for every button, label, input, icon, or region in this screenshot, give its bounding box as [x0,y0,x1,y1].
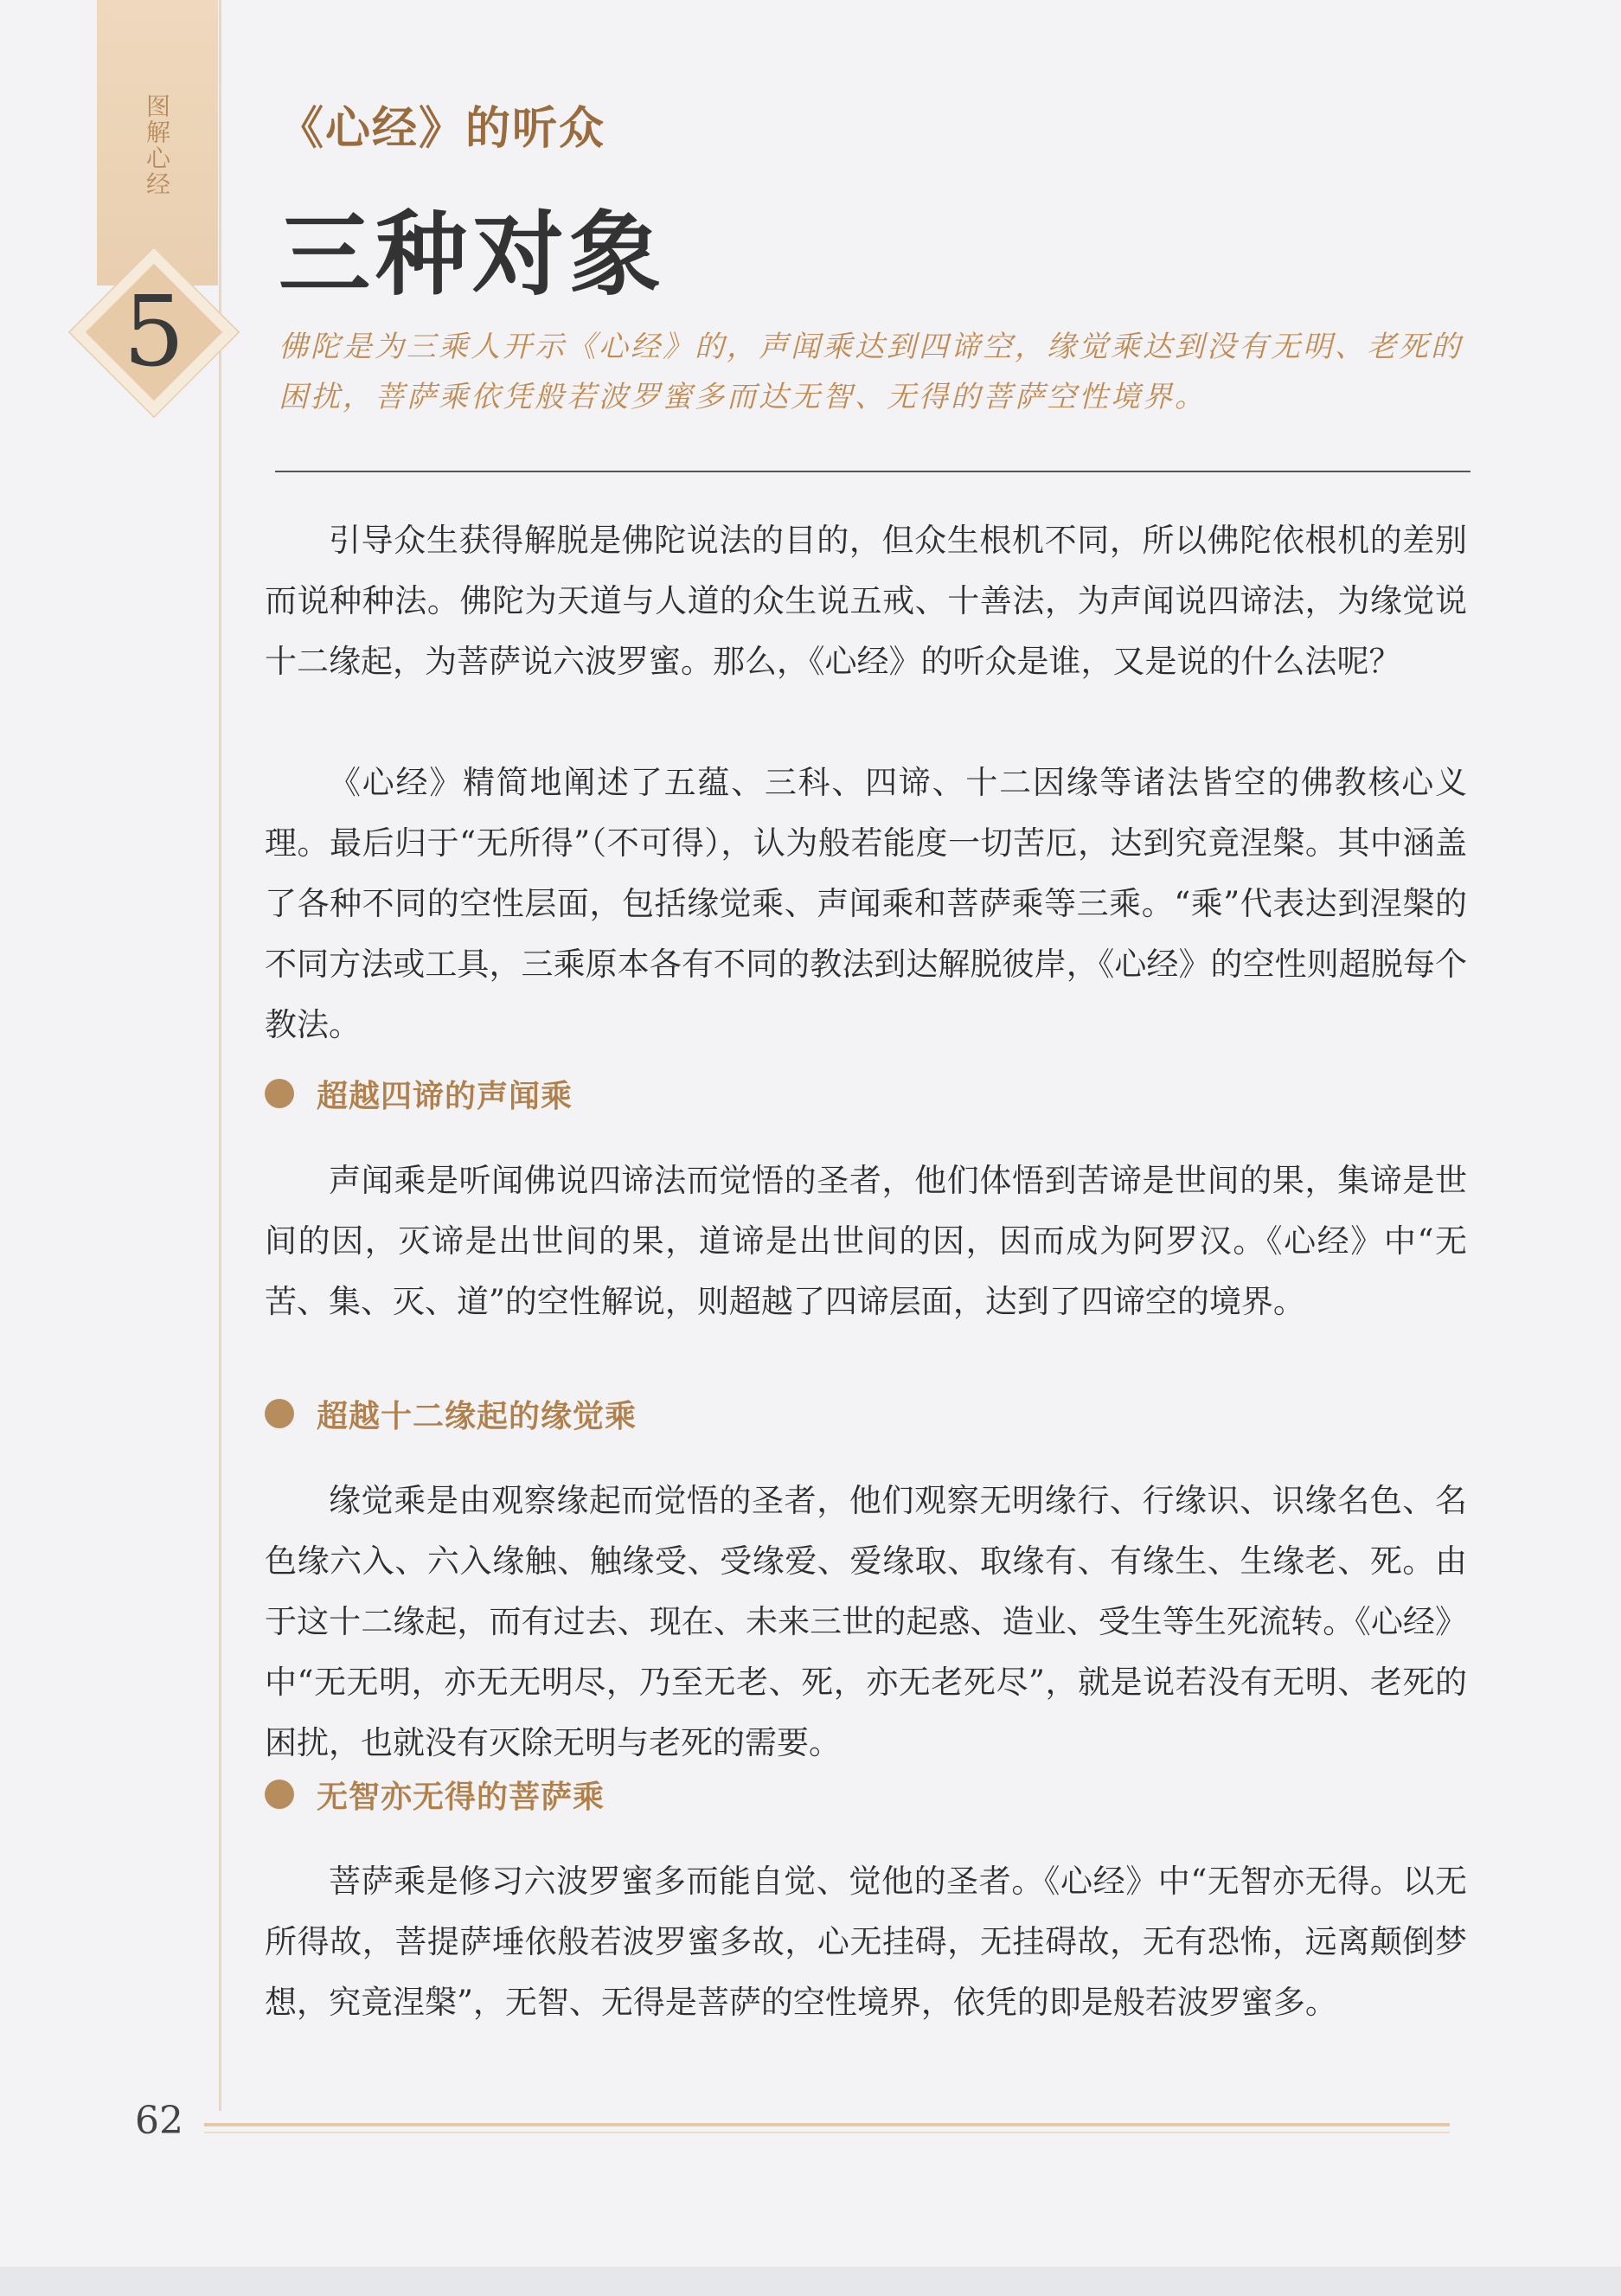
heading-pusa [265,1768,605,1820]
summary-text: 佛陀是为三乘人开示《心经》的，声闻乘达到四谛空，缘觉乘达到没有无明、老死的困扰，菩萨乘依凭般若波罗蜜多而达无智、无得的菩萨空性境界。 [279,330,1463,414]
divider [275,471,1470,472]
paragraph-pusa: 菩萨乘是修习六波罗蜜多而能自觉、觉他的圣者。《心经》中“无智亦无得。以无所得故，菩提萨埵依般若波罗蜜多故，心无挂碍，无挂碍故，无有恐怖，远离颠倒梦想，究竟涅槃”，无智、无得是菩萨的空性境界，依凭的即是般若波罗蜜多。 [265,1863,1467,2021]
footer-line-thin [204,2132,1450,2133]
chapter-badge [67,246,240,419]
footer-line [204,2123,1450,2126]
heading-text: 无智亦无得的菩萨乘 [317,1779,605,1815]
page-title: 三种对象 [279,200,666,308]
section-subtitle: 《心经》的听众 [279,102,606,155]
paragraph-yuanjue: 缘觉乘是由观察缘起而觉悟的圣者，他们观察无明缘行、行缘识、识缘名色、名色缘六入、六入缘触、触缘受、受缘爱、爱缘取、取缘有、有缘生、生缘老、死。由于这十二缘起，而有过去、现在、未来三世的起惑、造业、受生等生死流转。《心经》中“无无明，亦无无明尽，乃至无老、死，亦无老死尽”，就是说若没有无明、老死的困扰，也就没有灭除无明与老死的需要。 [265,1482,1467,1761]
book-title-label: 图解心经 [143,93,171,197]
chapter-number: 5 [123,276,185,388]
page-number: 62 [135,2099,183,2143]
heading-yuanjue [265,1388,637,1440]
paragraph-intro-1: 引导众生获得解脱是佛陀说法的目的，但众生根机不同，所以佛陀依根机的差别而说种种法。佛陀为天道与人道的众生说五戒、十善法，为声闻说四谛法，为缘觉说十二缘起，为菩萨说六波罗蜜。那么，《心经》的听众是谁，又是说的什么法呢？ [265,522,1467,680]
heading-text: 超越四谛的声闻乘 [317,1078,573,1114]
bullet-dot-icon [265,1079,294,1108]
heading-text: 超越十二缘起的缘觉乘 [317,1398,638,1434]
heading-shengwen [265,1068,573,1119]
paragraph-intro-2: 《心经》精简地阐述了五蕴、三科、四谛、十二因缘等诸法皆空的佛教核心义理。最后归于“无所得”（不可得），认为般若能度一切苦厄，达到究竟涅槃。其中涵盖了各种不同的空性层面，包括缘觉乘、声闻乘和菩萨乘等三乘。“乘”代表达到涅槃的不同方法或工具，三乘原本各有不同的教法到达解脱彼岸，《心经》的空性则超脱每个教法。 [265,764,1467,1043]
bullet-dot-icon [265,1780,294,1809]
bullet-dot-icon [265,1399,294,1428]
scan-bottom-edge [0,2267,1621,2296]
paragraph-shengwen: 声闻乘是听闻佛说四谛法而觉悟的圣者，他们体悟到苦谛是世间的果，集谛是世间的因，灭谛是出世间的果，道谛是出世间的因，因而成为阿罗汉。《心经》中“无苦、集、灭、道”的空性解说，则超越了四谛层面，达到了四谛空的境界。 [265,1162,1467,1320]
